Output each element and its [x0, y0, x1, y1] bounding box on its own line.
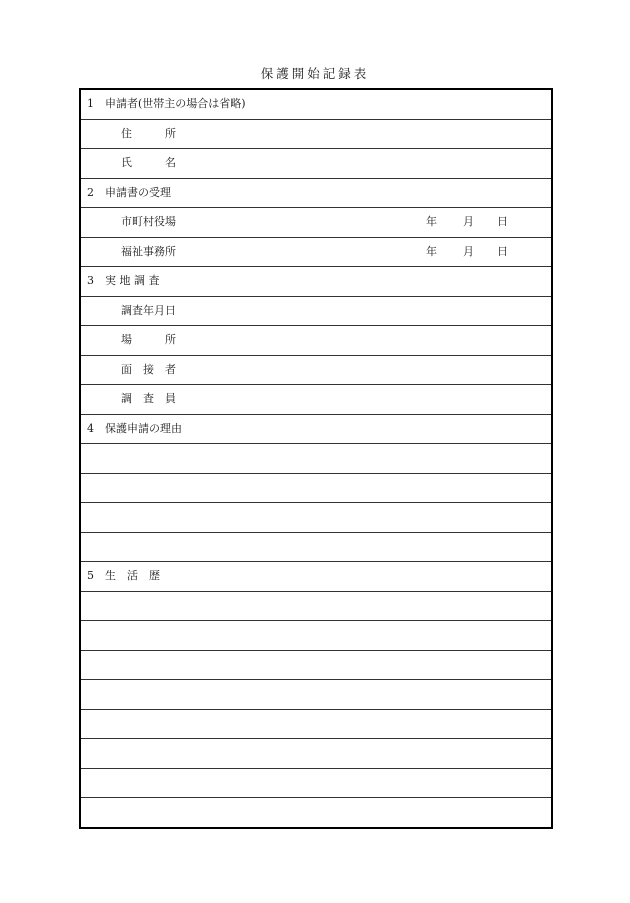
year-label: 年: [426, 215, 437, 228]
section-label: 生 活 歴: [105, 569, 160, 582]
section-number: 2: [87, 185, 94, 199]
section-number: 5: [87, 569, 94, 582]
applicant-name-row[interactable]: [81, 148, 551, 178]
history-line[interactable]: [81, 650, 551, 680]
section-receipt-header: [81, 178, 551, 208]
history-line[interactable]: [81, 591, 551, 621]
history-line[interactable]: [81, 797, 551, 827]
section-survey-header: [81, 266, 551, 296]
section-label: 保護申請の理由: [105, 421, 182, 435]
record-form: [79, 88, 553, 829]
reason-line[interactable]: [81, 473, 551, 503]
city-office-row[interactable]: [81, 207, 551, 237]
section-applicant-header: [81, 90, 551, 119]
interviewer-label: 面 接 者: [121, 362, 176, 376]
survey-place-row[interactable]: [81, 325, 551, 355]
month-label: 月: [463, 244, 474, 258]
survey-place-label: 場 所: [121, 333, 176, 346]
section-number: 4: [87, 421, 94, 435]
history-line[interactable]: [81, 620, 551, 650]
reason-line[interactable]: [81, 502, 551, 532]
welfare-office-row[interactable]: [81, 237, 551, 267]
section-label: 申請書の受理: [105, 185, 171, 199]
applicant-address-row[interactable]: [81, 119, 551, 149]
section-history-header: [81, 561, 551, 591]
history-line[interactable]: [81, 738, 551, 768]
city-office-label: 市町村役場: [121, 215, 176, 228]
year-label: 年: [426, 244, 437, 258]
section-label: 実 地 調 査: [105, 274, 160, 287]
investigator-row[interactable]: [81, 384, 551, 414]
section-number: 1: [87, 97, 94, 110]
survey-date-row[interactable]: [81, 296, 551, 326]
section-label: 申請者(世帯主の場合は省略): [105, 97, 246, 110]
address-label: 住 所: [121, 126, 176, 140]
interviewer-row[interactable]: [81, 355, 551, 385]
welfare-office-label: 福祉事務所: [121, 244, 176, 258]
section-number: 3: [87, 274, 94, 287]
history-line[interactable]: [81, 679, 551, 709]
day-label: 日: [497, 215, 508, 228]
name-label: 氏 名: [121, 156, 176, 169]
section-reason-header: [81, 414, 551, 444]
history-line[interactable]: [81, 768, 551, 798]
reason-line[interactable]: [81, 532, 551, 562]
page-title: 保護開始記録表: [260, 66, 370, 81]
investigator-label: 調 査 員: [121, 392, 176, 405]
reason-line[interactable]: [81, 443, 551, 473]
month-label: 月: [463, 215, 474, 228]
day-label: 日: [497, 244, 508, 258]
survey-date-label: 調査年月日: [121, 303, 176, 317]
history-line[interactable]: [81, 709, 551, 739]
